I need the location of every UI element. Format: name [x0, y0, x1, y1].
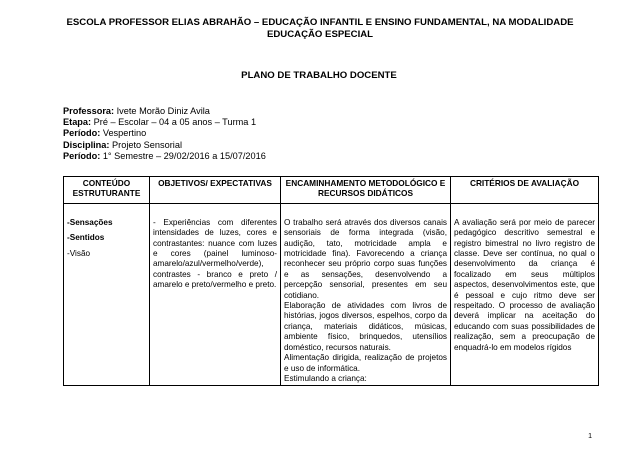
encaminhamento-paragraph: O trabalho será através dos diversos canais sensoriais de forma integrada (visão, audição, tato, motricidade ampla e motricidade fina). Favorecendo a criança reconhecer seu próprio corpo suas funções e as sensações, desenvolvendo a percepção sensorial, presentes em seu cotidiano. — [284, 217, 447, 300]
topic-sensacoes: -Sensações — [67, 217, 113, 227]
plan-table — [63, 176, 599, 386]
topic-visao: -Visão — [67, 248, 91, 258]
topic-sentidos: -Sentidos — [67, 233, 105, 243]
cell-encaminhamento — [281, 203, 451, 386]
table-header-row — [64, 177, 599, 204]
info-line-subject: Disciplina: Projeto Sensorial — [63, 139, 182, 150]
page-number: 1 — [588, 433, 592, 440]
info-line-shift: Período: Vespertino — [63, 128, 147, 139]
info-line-period: Período: 1° Semestre – 29/02/2016 a 15/07/2016 — [63, 150, 266, 161]
document-title: PLANO DE TRABALHO DOCENTE — [241, 70, 397, 81]
school-header: ESCOLA PROFESSOR ELIAS ABRAHÃO – EDUCAÇÃO INFANTIL E ENSINO FUNDAMENTAL, NA MODALIDADE EDUCAÇÃO ESPECIAL — [66, 17, 574, 40]
header-conteudo: CONTEÚDO ESTRUTURANTE — [64, 177, 150, 204]
encaminhamento-paragraph: Alimentação dirigida, realização de projetos e uso de informática. — [284, 353, 447, 373]
header-encaminhamento: ENCAMINHAMENTO METODOLÓGICO E RECURSOS DIDÁTICOS — [281, 177, 451, 204]
encaminhamento-paragraph: Elaboração de atividades com livros de histórias, jogos diversos, espelhos, corpo da criança, materiais didáticos, músicas, ambiente físico, brinquedos, utensílios doméstico, recursos naturais. — [284, 301, 447, 352]
info-line-teacher: Professora: Ivete Morão Diniz Avila — [63, 106, 210, 116]
cell-conteudo — [64, 203, 150, 386]
header-criterios: CRITÉRIOS DE AVALIAÇÃO — [451, 177, 599, 204]
encaminhamento-paragraph: Estimulando a criança: — [284, 373, 367, 383]
cell-objetivos: - Experiências com diferentes intensidades de luzes, cores e contrastantes: nuance com luzes e cores (painel luminoso-amarelo/azul/vermelho/verde), contrastes - branco e preto / amarelo e preto/vermelho e preto. — [150, 203, 281, 386]
info-line-stage: Etapa: Pré – Escolar – 04 a 05 anos – Turma 1 — [63, 117, 257, 128]
header-objetivos: OBJETIVOS/ EXPECTATIVAS — [150, 177, 281, 204]
table-row — [64, 203, 599, 386]
cell-criterios: A avaliação será por meio de parecer pedagógico descritivo semestral e registro bimestral no livro registro de classe. Deve ser contínua, no qual o desenvolvimento da criança é focalizado em seus múltiplos aspectos, desenvolvimentos este, que é pessoal e cujo ritmo deve ser respeitado. O processo de avaliação deverá implicar na aceitação do educando com suas possibilidades de realização, sem a preocupação de enquadrá-lo em modelos rígidos — [451, 203, 599, 386]
teacher-info — [63, 106, 266, 162]
